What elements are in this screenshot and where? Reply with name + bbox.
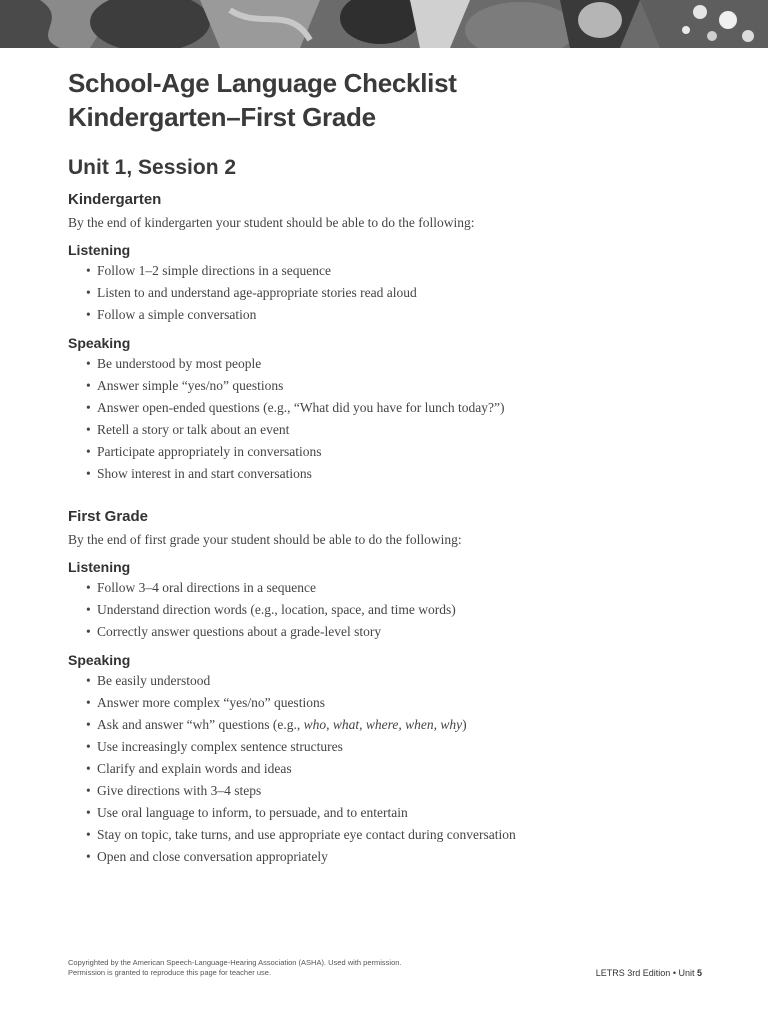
kindergarten-listening-list <box>68 260 708 326</box>
list-item: • Clarify and explain words and ideas <box>88 758 708 780</box>
list-item: • Understand direction words (e.g., location, space, and time words) <box>88 599 708 621</box>
kindergarten-heading: Kindergarten <box>68 191 162 208</box>
first-grade-listening-list <box>68 577 708 643</box>
list-item: • Correctly answer questions about a grade-level story <box>88 621 708 643</box>
checklist-page <box>68 66 708 868</box>
list-item: • Follow a simple conversation <box>88 304 708 326</box>
copyright-notice <box>68 958 402 978</box>
list-item: • Be understood by most people <box>88 353 708 375</box>
list-item: • Answer open-ended questions (e.g., “What did you have for lunch today?”) <box>88 397 708 419</box>
page-title <box>68 66 708 134</box>
list-item: • Be easily understood <box>88 670 708 692</box>
list-item: • Retell a story or talk about an event <box>88 419 708 441</box>
list-item: • Stay on topic, take turns, and use appropriate eye contact during conversation <box>88 824 708 846</box>
first-grade-intro: By the end of first grade your student should be able to do the following: <box>68 532 462 547</box>
unit-number: 5 <box>696 968 702 978</box>
list-item: • Use increasingly complex sentence structures <box>88 736 708 758</box>
wh-item-suffix: ) <box>462 717 467 732</box>
kindergarten-intro: By the end of kindergarten your student should be able to do the following: <box>68 215 475 230</box>
first-grade-speaking-list <box>68 670 708 868</box>
kindergarten-speaking-heading: Speaking <box>68 335 131 351</box>
list-item: • Listen to and understand age-appropriate stories read aloud <box>88 282 708 304</box>
list-item: • Follow 1–2 simple directions in a sequence <box>88 260 708 282</box>
unit-session-heading: Unit 1, Session 2 <box>68 156 237 179</box>
list-item: • Use oral language to inform, to persuade, and to entertain <box>88 802 708 824</box>
title-line-1: School-Age Language Checklist <box>68 68 457 98</box>
title-line-2: Kindergarten–First Grade <box>68 102 376 132</box>
list-item: • Give directions with 3–4 steps <box>88 780 708 802</box>
list-item: • Show interest in and start conversations <box>88 463 708 485</box>
decorative-banner-image <box>0 0 768 48</box>
wh-item-words: who, what, where, when, why <box>303 717 463 732</box>
first-grade-listening-heading: Listening <box>68 559 131 575</box>
list-item: • Answer more complex “yes/no” questions <box>88 692 708 714</box>
edition-label: LETRS 3rd Edition • Unit <box>595 968 697 978</box>
wh-item-prefix: Ask and answer “wh” questions (e.g., <box>97 717 304 732</box>
copyright-line-2: Permission is granted to reproduce this page for teacher use. <box>68 968 272 977</box>
first-grade-heading: First Grade <box>68 508 149 525</box>
kindergarten-speaking-list <box>68 353 708 485</box>
list-item: • Answer simple “yes/no” questions <box>88 375 708 397</box>
copyright-line-1: Copyrighted by the American Speech-Language-Hearing Association (ASHA). Used with permission. <box>68 958 402 967</box>
list-item: • Open and close conversation appropriately <box>88 846 708 868</box>
first-grade-speaking-heading: Speaking <box>68 652 131 668</box>
kindergarten-listening-heading: Listening <box>68 242 131 258</box>
list-item: • Follow 3–4 oral directions in a sequence <box>88 577 708 599</box>
list-item-wh-questions <box>88 714 708 736</box>
list-item: • Participate appropriately in conversations <box>88 441 708 463</box>
edition-footer <box>596 967 702 979</box>
